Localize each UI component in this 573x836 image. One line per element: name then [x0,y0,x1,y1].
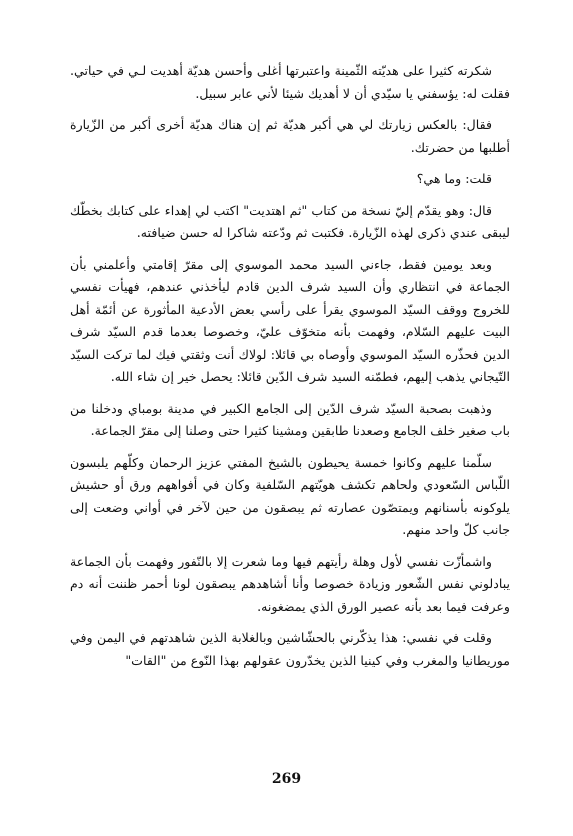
paragraph-2: فقال: بالعكس زيارتك لي هي أكبر هديّة ثم إن هناك هديّة أخرى أكبر من الزّيارة أطلبها من حضرتك. [70,117,510,155]
paragraph-4: قال: وهو يقدّم إليّ نسخة من كتاب "ثم اهتديت" اكتب لي إهداء على كتابك بخطّك ليبقى عندي ذكرى لهذه الزّيارة. فكتبت ثم ودّعته شاكرا له حسن ضيافته. [70,202,510,240]
paragraph-9: وقلت في نفسي: هذا يذكّرني بالحشّاشين وبالغلابة الذين شاهدتهم في اليمن وفي موريطانيا والمغرب وفي كينيا الذين يخدّرون عقولهم بهذا النّوع من "القات" [70,630,510,668]
paragraph-1: شكرته كثيرا على هديّته الثّمينة واعتبرتها أغلى وأحسن هديّة أهديت لـي في حياتي. فقلت له: يؤسفني يا سيّدي أن لا أهديك شيئا لأني عابر سبيل. [70,63,510,101]
paragraph-7: سلّمنا عليهم وكانوا خمسة يحيطون بالشيخ المفتي عزيز الرحمان وكلّهم يلبسون اللّباس السّعودي ولحاهم تكشف هويّتهم السّلفية وكان في أفواههم ورق أو حشيش يلوكونه بأسنانهم ويمتصّون عصارته ثم يبصقون من حين لآخر في أواني وضعت إلى جانب كلّ واحد منهم. [70,454,510,537]
paragraph-6: وذهبت بصحبة السيّد شرف الدّين إلى الجامع الكبير في مدينة بومباي ودخلنا من باب صغير خلف الجامع وصعدنا طابقين ومشينا كثيرا حتى وصلنا إلى مقرّ الجماعة. [70,400,510,438]
paragraph-8: واشمأزّت نفسي لأول وهلة رأيتهم فيها وما شعرت إلا بالنّفور وفهمت بأن الجماعة يبادلوني نفس الشّعور وزيادة خصوصا وأنا أشاهدهم يبصقون لونا أحمر ظننت أنه دم وعرفت فيما بعد بأنه عصير الورق الذي يمضغونه. [70,553,510,614]
page-body [70,60,510,681]
page-number: 269 [271,771,302,787]
paragraph-5: وبعد يومين فقط، جاءني السيد محمد الموسوي إلى مقرّ إقامتي وأعلمني بأن الجماعة في انتظاري وأن السيد شرف الدين قادم ليأخذني عندهم، فهيأت نفسي للخروج ووقف السيّد الموسوي يقرأ على رأسي بعض الأدعية المأثورة عن أئمّة أهل البيت عليهم السّلام، وفهمت بأنه متخوّف عليّ، وخصوصا بعدما قدم السيّد شرف الدين فحذّره السيّد الموسوي وأوصاه بي قائلا: لولاك أنت وثقتي فيك لما تركت السيّد التّيجاني يذهب إليهم، فطمّنه السيد شرف الدّين قائلا: يحصل خير إن شاء الله. [70,256,510,384]
paragraph-3: قلت: وما هي؟ [416,171,492,186]
